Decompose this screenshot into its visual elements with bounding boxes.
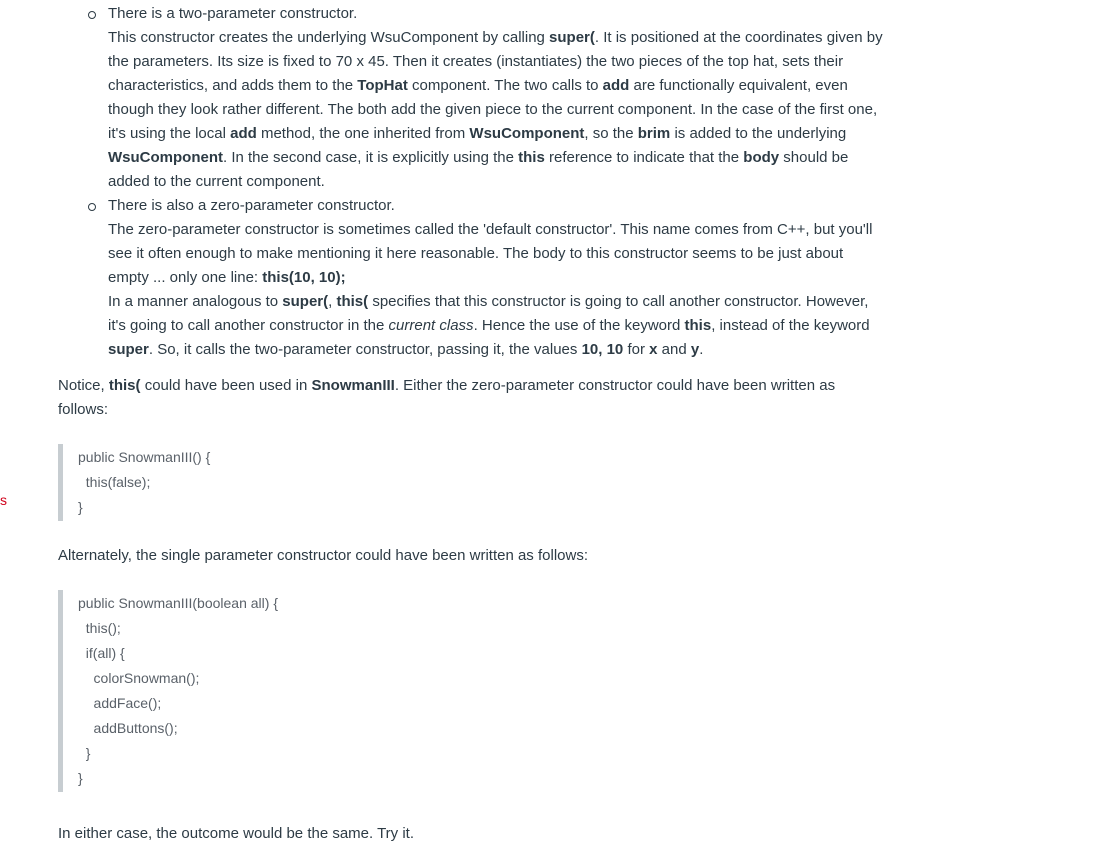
text-run: component. The two calls to [407,77,603,94]
text-run: . It is positioned at the coordinates given by the parameters. Its size is fixed to 70 x 45. Then it creates (instantiates) the two pieces of the top hat, sets their characteristics, and adds them to the [108,29,883,94]
text-run: There is a two-parameter constructor. [108,5,358,22]
bold-term: brim [637,125,671,142]
bold-term: this [518,149,545,166]
text-run: . Either the zero-parameter constructor could have been written as follows: [58,377,836,418]
bold-term: add [602,77,630,94]
paragraph-outcome [58,822,888,846]
text-run: This constructor creates the underlying WsuComponent by calling [108,29,550,46]
text-run: is added to the underlying [670,125,847,142]
list-item [108,194,888,362]
code-line: colorSnowman(); [78,670,200,686]
paragraph-alternately [58,544,888,568]
italic-term: current class [388,317,474,334]
bold-term: this [684,317,712,334]
text-line [108,2,888,26]
text-run: . [699,341,704,358]
text-run: . Hence the use of the keyword [473,317,685,334]
text-run: , instead of the keyword [711,317,870,334]
text-run: and [657,341,691,358]
article-content [58,2,888,846]
bold-term: WsuComponent [108,149,223,166]
text-line [108,194,888,218]
code-line: if(all) { [78,645,125,661]
text-run: Alternately, the single parameter constructor could have been written as follows: [58,547,588,564]
bullet-icon [88,203,96,211]
bold-term: y [690,341,700,358]
text-line [108,290,888,362]
text-run: The zero-parameter constructor is sometimes called the 'default constructor'. This name comes from C++, but you'll see it often enough to make mentioning it here reasonable. The body to this constructor seems to be just about empty ... only one line: [108,221,873,286]
bullet-icon [88,11,96,19]
text-run: . So, it calls the two-parameter constructor, passing it, the values [148,341,582,358]
code-line: this(); [78,620,121,636]
text-run: In either case, the outcome would be the same. Try it. [58,825,415,842]
text-run: specifies that this constructor is going to call another constructor. However, it's going to call another constructor in the [108,293,869,334]
text-run: Notice, [58,377,109,394]
text-run: In a manner analogous to [108,293,283,310]
bold-term: SnowmanIII [311,377,395,394]
text-run: for [623,341,650,358]
text-run: . In the second case, it is explicitly using the [222,149,519,166]
bold-term: TopHat [357,77,408,94]
text-run: should be added to the current component. [108,149,849,190]
code-line: addButtons(); [78,720,178,736]
side-marker: s [0,492,7,508]
bold-term: super( [282,293,329,310]
paragraph-notice [58,374,888,422]
code-line: } [78,499,83,515]
bold-term: body [743,149,780,166]
text-run: could have been used in [140,377,312,394]
text-run: method, the one inherited from [256,125,470,142]
code-block-zero-param [58,444,888,521]
list-item [108,2,888,194]
bold-term: super [108,341,149,358]
text-run: are functionally equivalent, even though they look rather different. The both add the given piece to the current component. In the case of the first one, it's using the local [108,77,878,142]
bold-term: super( [549,29,595,46]
code-line: addFace(); [78,695,162,711]
bold-term: this(10, 10); [262,269,346,286]
text-run: There is also a zero-parameter constructor. [108,197,395,214]
bold-term: WsuComponent [469,125,585,142]
code-block-single-param [58,590,888,792]
code-line: public SnowmanIII() { [78,449,211,465]
bold-term: this( [108,377,141,394]
text-line [108,218,888,290]
text-run: reference to indicate that the [544,149,744,166]
bold-term: add [230,125,257,142]
constructor-list [58,2,888,362]
code-line: } [78,745,91,761]
bold-term: 10, 10 [581,341,624,358]
bold-term: x [649,341,658,358]
text-run: , so the [584,125,638,142]
code-line: } [78,770,83,786]
text-line [108,26,888,194]
bold-term: this( [336,293,369,310]
text-run: , [328,293,337,310]
code-line: this(false); [78,474,151,490]
code-line: public SnowmanIII(boolean all) { [78,595,279,611]
